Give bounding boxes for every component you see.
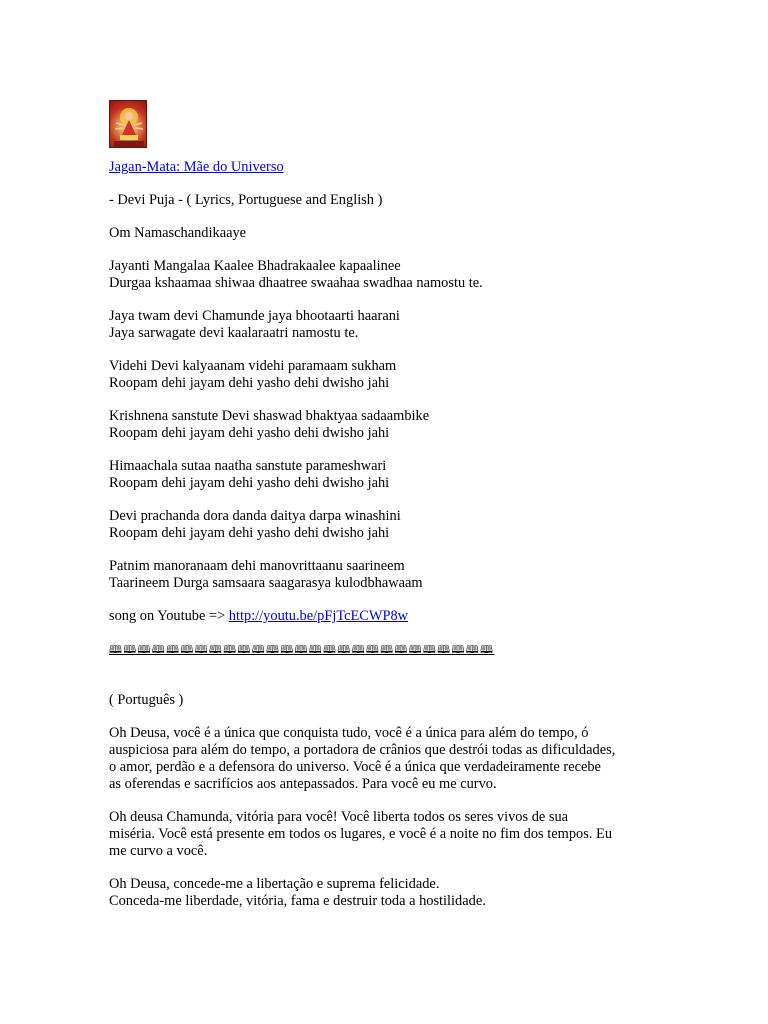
devi-figure-icon — [110, 101, 147, 148]
verse-line: Roopam dehi jayam dehi yasho dehi dwisho jahi — [109, 425, 390, 441]
verse-2 — [109, 308, 749, 342]
verse-4 — [109, 408, 749, 442]
pt-paragraph-2 — [109, 809, 749, 860]
paragraph-line: me curvo a você. — [109, 843, 208, 859]
paragraph-line: Oh Deusa, concede-me a libertação e suprema felicidade. — [109, 876, 440, 892]
document-page — [109, 100, 749, 910]
verse-5 — [109, 458, 749, 492]
portuguese-heading: ( Português ) — [109, 692, 184, 708]
title-link[interactable]: Jagan-Mata: Mãe do Universo — [109, 159, 284, 175]
verse-line: Taarineem Durga samsaara saagarasya kulodbhawaam — [109, 575, 423, 591]
verse-line: Videhi Devi kalyaanam videhi paramaam sukham — [109, 358, 397, 374]
youtube-label: song on Youtube => — [109, 608, 229, 624]
verse-line: Devi prachanda dora danda daitya darpa winashini — [109, 508, 401, 524]
decorative-separator: 🕮🕮🕮🕮🕮🕮🕮🕮🕮🕮🕮🕮🕮🕮🕮🕮🕮🕮🕮🕮🕮🕮🕮🕮🕮🕮🕮 — [109, 643, 495, 656]
verse-line: Himaachala sutaa naatha sanstute parameshwari — [109, 458, 387, 474]
paragraph-line: auspiciosa para além do tempo, a portadora de crânios que destrói todas as dificuldades, — [109, 742, 616, 758]
pt-paragraph-3 — [109, 876, 749, 910]
paragraph-line: Oh deusa Chamunda, vitória para você! Você liberta todos os seres vivos de sua — [109, 809, 569, 825]
youtube-line — [109, 608, 749, 625]
verse-line: Durgaa kshaamaa shiwaa dhaatree swaahaa swadhaa namostu te. — [109, 275, 483, 291]
verse-line: Jaya sarwagate devi kaalaraatri namostu te. — [109, 325, 359, 341]
verse-line: Krishnena sanstute Devi shaswad bhaktyaa sadaambike — [109, 408, 430, 424]
paragraph-line: Conceda-me liberdade, vitória, fama e destruir toda a hostilidade. — [109, 893, 486, 909]
verse-3 — [109, 358, 749, 392]
subtitle: - Devi Puja - ( Lyrics, Portuguese and English ) — [109, 192, 383, 208]
devi-image-icon[interactable] — [109, 100, 147, 148]
verse-6 — [109, 508, 749, 542]
youtube-link[interactable]: http://youtu.be/pFjTcECWP8w — [228, 608, 409, 624]
paragraph-line: as oferendas e sacrifícios aos antepassados. Para você eu me curvo. — [109, 776, 497, 792]
verse-line: Roopam dehi jayam dehi yasho dehi dwisho jahi — [109, 525, 390, 541]
verse-line: Roopam dehi jayam dehi yasho dehi dwisho jahi — [109, 375, 390, 391]
paragraph-line: Oh Deusa, você é a única que conquista tudo, você é a única para além do tempo, ó — [109, 725, 589, 741]
paragraph-line: miséria. Você está presente em todos os lugares, e você é a noite no fim dos tempos. Eu — [109, 826, 613, 842]
verse-line: Jayanti Mangalaa Kaalee Bhadrakaalee kapaalinee — [109, 258, 401, 274]
paragraph-line: o amor, perdão e a defensora do universo. Você é a única que verdadeiramente recebe — [109, 759, 601, 775]
verse-1 — [109, 258, 749, 292]
verse-line: Patnim manoranaam dehi manovrittaanu saarineem — [109, 558, 405, 574]
verse-line: Jaya twam devi Chamunde jaya bhootaarti haarani — [109, 308, 400, 324]
invocation: Om Namaschandikaaye — [109, 225, 247, 241]
verse-line: Roopam dehi jayam dehi yasho dehi dwisho jahi — [109, 475, 390, 491]
verse-7 — [109, 558, 749, 592]
pt-paragraph-1 — [109, 725, 749, 793]
